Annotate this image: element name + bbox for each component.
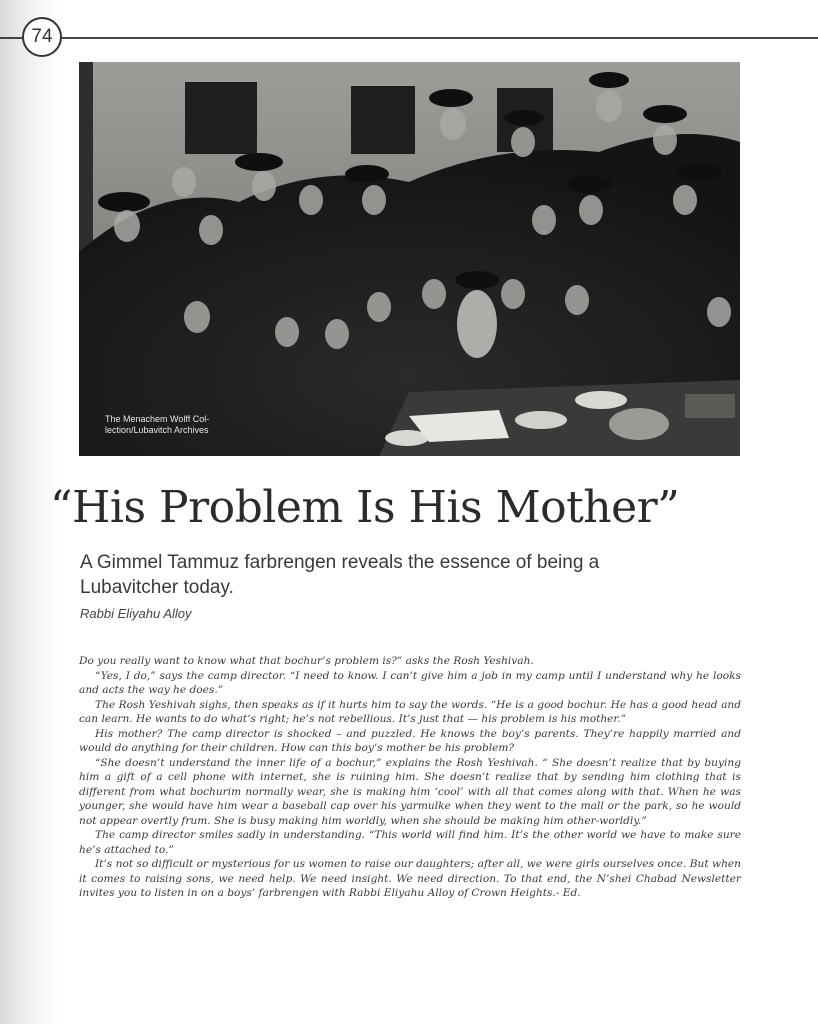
archival-photo bbox=[79, 62, 740, 456]
body-paragraph: “Yes, I do,” says the camp director. “I need to know. I can’t give him a job in my camp until I understand why he looks and acts the way he does.” bbox=[79, 669, 741, 696]
body-paragraph: The camp director smiles sadly in understanding. “This world will find him. It’s the other world we have to make sure he’s attached to.” bbox=[79, 829, 741, 856]
photo-credit-line: lection/Lubavitch Archives bbox=[105, 425, 209, 435]
body-paragraph: It’s not so difficult or mysterious for us women to raise our daughters; after all, we were girls ourselves once. But when it comes to raising sons, we need help. We need insight. We need direction. To that end, the N’shei Chabad Newsletter invites you to listen in on a boys’ farbrengen with Rabbi Eliyahu Alloy of Crown Heights.- Ed. bbox=[79, 858, 741, 899]
article-title: “His Problem Is His Mother” bbox=[50, 482, 680, 533]
article-body bbox=[79, 654, 741, 901]
header-rule bbox=[62, 37, 818, 39]
page-number bbox=[22, 17, 62, 57]
photo-credit bbox=[105, 414, 245, 436]
body-paragraph: Do you really want to know what that bochur’s problem is?” asks the Rosh Yeshivah. bbox=[79, 655, 534, 667]
body-paragraph: His mother? The camp director is shocked – and puzzled. He knows the boy’s parents. They’re happily married and would do anything for their children. How can this boy’s mother be his problem? bbox=[79, 727, 741, 754]
photo-image bbox=[79, 62, 740, 456]
article-author: Rabbi Eliyahu Alloy bbox=[80, 606, 192, 621]
body-paragraph: “She doesn’t understand the inner life of a bochur,” explains the Rosh Yeshivah. “ She doesn’t realize that by buying him a gift of a cell phone with internet, she is ruining him. She doesn’t realize that by sending him clothing that is different from what bochurim normally wear, she is making him ‘cool’ with all that comes along with that. When he was younger, she would have him wear a baseball cap over his yarmulke when they went to the mall or the park, so he would not appear overtly frum. She is busy making him worldly, when she should be making him other-worldly.” bbox=[79, 756, 741, 827]
article-subtitle: A Gimmel Tammuz farbrengen reveals the essence of being a Lubavitcher today. bbox=[80, 552, 600, 598]
photo-credit-line: The Menachem Wolff Col- bbox=[105, 414, 210, 424]
header-rule-left bbox=[0, 37, 22, 39]
page-number-text: 74 bbox=[31, 26, 53, 47]
body-paragraph: The Rosh Yeshivah sighs, then speaks as if it hurts him to say the words. “He is a good bochur. He has a good head and can learn. He wants to do what’s right; he’s not rebellious. It’s just that — his problem is his mother.” bbox=[79, 698, 741, 725]
